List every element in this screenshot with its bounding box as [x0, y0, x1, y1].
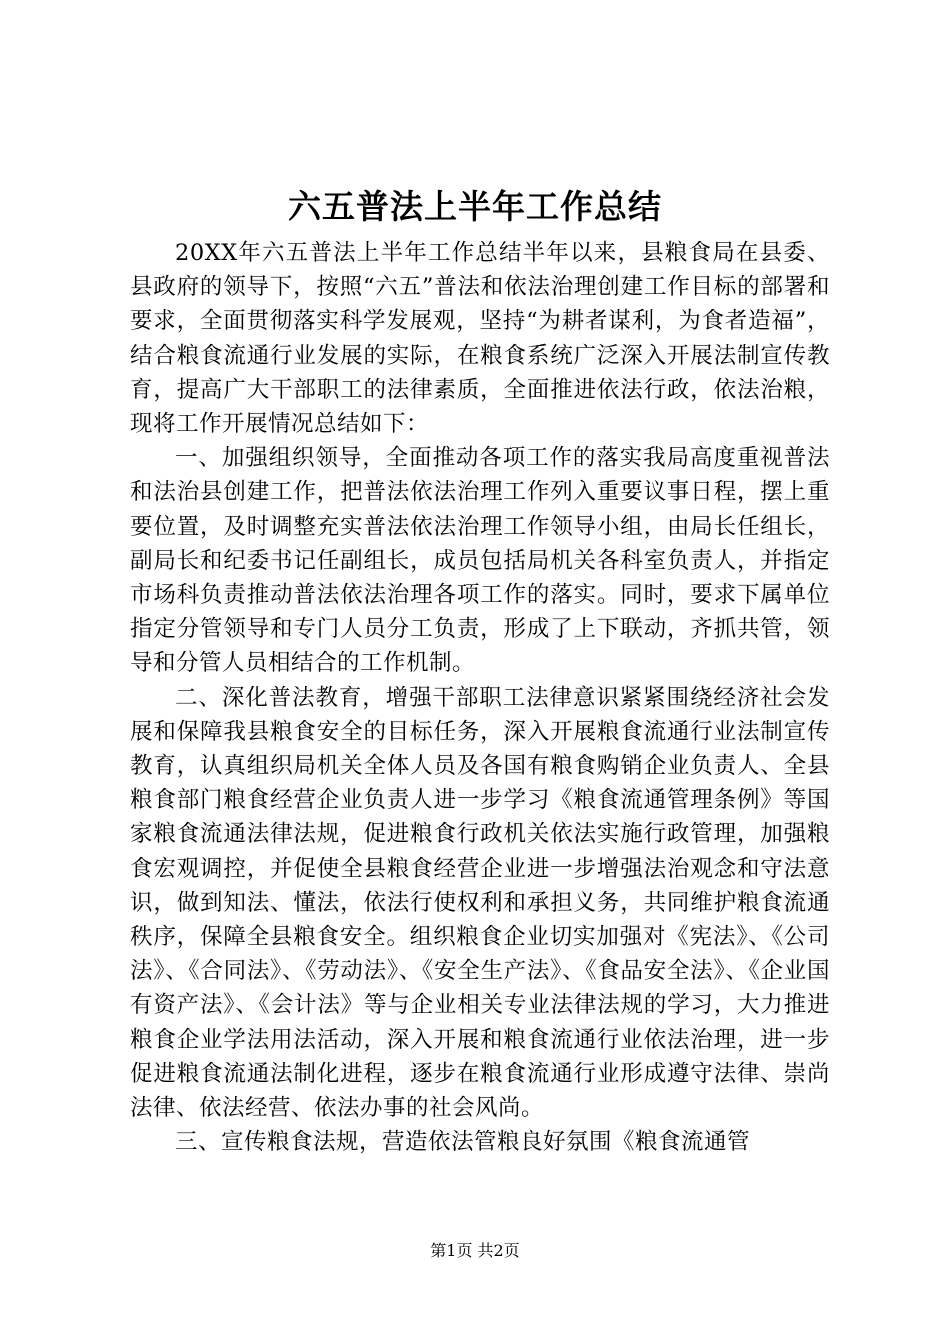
paragraph-section-3: 三、宣传粮食法规，营造依法管粮良好氛围《粮食流通管	[175, 1129, 751, 1156]
paragraph-intro: 20XX年六五普法上半年工作总结半年以来，县粮食局在县委、县政府的领导下，按照“六五”普法和依法治理创建工作目标的部署和要求，全面贯彻落实科学发展观，坚持“为耕者谋利，为食者造福”，结合粮食流通行业发展的实际，在粮食系统广泛深入开展法制宣传教育，提高广大干部职工的法律素质，全面推进依法行政，依法治粮，现将工作开展情况总结如下：	[130, 240, 830, 438]
paragraph-section-1: 一、加强组织领导，全面推动各项工作的落实我局高度重视普法和法治县创建工作，把普法依法治理工作列入重要议事日程，摆上重要位置，及时调整充实普法依法治理工作领导小组，由局长任组长，副局长和纪委书记任副组长，成员包括局机关各科室负责人，并指定市场科负责推动普法依法治理各项工作的落实。同时，要求下属单位指定分管领导和专门人员分工负责，形成了上下联动，齐抓共管，领导和分管人员相结合的工作机制。	[130, 445, 830, 677]
document-title: 六五普法上半年工作总结	[288, 187, 662, 226]
paragraph-section-2: 二、深化普法教育，增强干部职工法律意识紧紧围绕经济社会发展和保障我县粮食安全的目标任务，深入开展粮食流通行业法制宣传教育，认真组织局机关全体人员及各国有粮食购销企业负责人、全县粮食部门粮食经营企业负责人进一步学习《粮食流通管理条例》等国家粮食流通法律法规，促进粮食行政机关依法实施行政管理，加强粮食宏观调控，并促使全县粮食经营企业进一步增强法治观念和守法意识，做到知法、懂法，依法行使权利和承担义务，共同维护粮食流通秩序，保障全县粮食安全。组织粮食企业切实加强对《宪法》、《公司法》、《合同法》、《劳动法》、《安全生产法》、《食品安全法》、《企业国有资产法》、《会计法》等与企业相关专业法律法规的学习，大力推进粮食企业学法用法活动，深入开展和粮食流通行业依法治理，进一步促进粮食流通法制化进程，逐步在粮食流通行业形成遵守法律、崇尚法律、依法经营、依法办事的社会风尚。	[130, 684, 830, 1122]
document-body	[130, 236, 830, 1159]
page-number-footer: 第1页 共2页	[430, 1241, 520, 1260]
